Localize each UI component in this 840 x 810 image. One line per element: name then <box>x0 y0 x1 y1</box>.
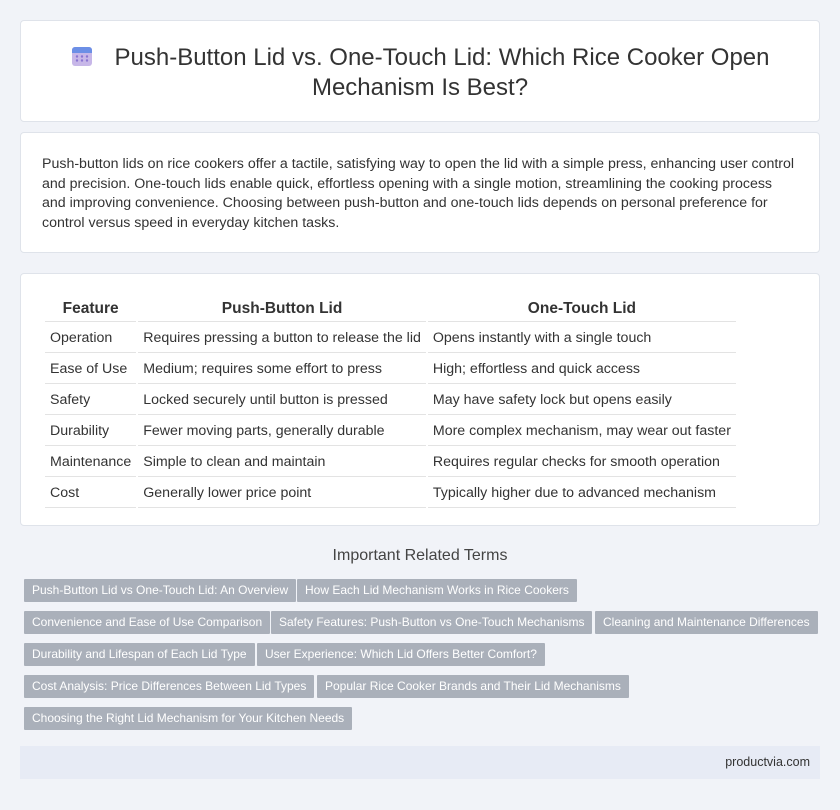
table-cell: Typically higher due to advanced mechanism <box>428 479 736 508</box>
page-title: Push-Button Lid vs. One-Touch Lid: Which Rice Cooker Open Mechanism Is Best? <box>114 44 770 101</box>
table-cell: Safety <box>45 386 136 415</box>
table-row <box>45 417 736 446</box>
table-cell: Fewer moving parts, generally durable <box>138 417 426 446</box>
intro-card <box>20 132 820 253</box>
table-cell: Operation <box>45 324 136 353</box>
table-cell: Medium; requires some effort to press <box>138 355 426 384</box>
page-title-container <box>61 43 779 103</box>
table-cell: Cost <box>45 479 136 508</box>
table-row <box>45 386 736 415</box>
table-cell: Requires pressing a button to release the lid <box>138 324 426 353</box>
comparison-table <box>43 296 738 510</box>
related-term-tag[interactable]: Cleaning and Maintenance Differences <box>595 611 818 634</box>
table-cell: Locked securely until button is pressed <box>138 386 426 415</box>
site-name[interactable]: productvia.com <box>725 755 810 769</box>
table-cell: Maintenance <box>45 448 136 477</box>
title-card <box>20 20 820 122</box>
column-header: Push-Button Lid <box>138 298 426 322</box>
footer <box>20 746 820 779</box>
table-cell: More complex mechanism, may wear out faster <box>428 417 736 446</box>
table-cell: May have safety lock but opens easily <box>428 386 736 415</box>
table-row <box>45 479 736 508</box>
related-term-tag[interactable]: Durability and Lifespan of Each Lid Type <box>24 643 255 666</box>
related-terms-heading: Important Related Terms <box>332 547 508 564</box>
table-cell: Durability <box>45 417 136 446</box>
related-term-tag[interactable]: User Experience: Which Lid Offers Better Comfort? <box>257 643 545 666</box>
table-row <box>45 448 736 477</box>
intro-paragraph: Push-button lids on rice cookers offer a tactile, satisfying way to open the lid with a simple press, enhancing user control and precision. One-touch lids enable quick, effortless opening with a single motion, streamlining the cooking process and improving convenience. Choosing between push-button and one-touch lids depends on personal preference for control versus speed in everyday kitchen tasks. <box>42 156 795 231</box>
related-term-tag[interactable]: Safety Features: Push-Button vs One-Touch Mechanisms <box>271 611 592 634</box>
table-cell: High; effortless and quick access <box>428 355 736 384</box>
related-term-tag[interactable]: How Each Lid Mechanism Works in Rice Cookers <box>297 579 577 602</box>
related-term-tag[interactable]: Popular Rice Cooker Brands and Their Lid Mechanisms <box>317 675 629 698</box>
table-row <box>45 355 736 384</box>
table-cell: Opens instantly with a single touch <box>428 324 736 353</box>
related-term-tag[interactable]: Convenience and Ease of Use Comparison <box>24 611 270 634</box>
related-term-tag[interactable]: Choosing the Right Lid Mechanism for Your Kitchen Needs <box>24 707 352 730</box>
table-cell: Simple to clean and maintain <box>138 448 426 477</box>
table-cell: Generally lower price point <box>138 479 426 508</box>
calendar-icon <box>71 45 93 67</box>
table-row <box>45 324 736 353</box>
column-header: Feature <box>45 298 136 322</box>
table-header-row <box>45 298 736 322</box>
table-cell: Requires regular checks for smooth operation <box>428 448 736 477</box>
comparison-card <box>20 273 820 526</box>
related-term-tag[interactable]: Cost Analysis: Price Differences Between Lid Types <box>24 675 314 698</box>
column-header: One-Touch Lid <box>428 298 736 322</box>
related-term-tag[interactable]: Push-Button Lid vs One-Touch Lid: An Overview <box>24 579 296 602</box>
table-cell: Ease of Use <box>45 355 136 384</box>
